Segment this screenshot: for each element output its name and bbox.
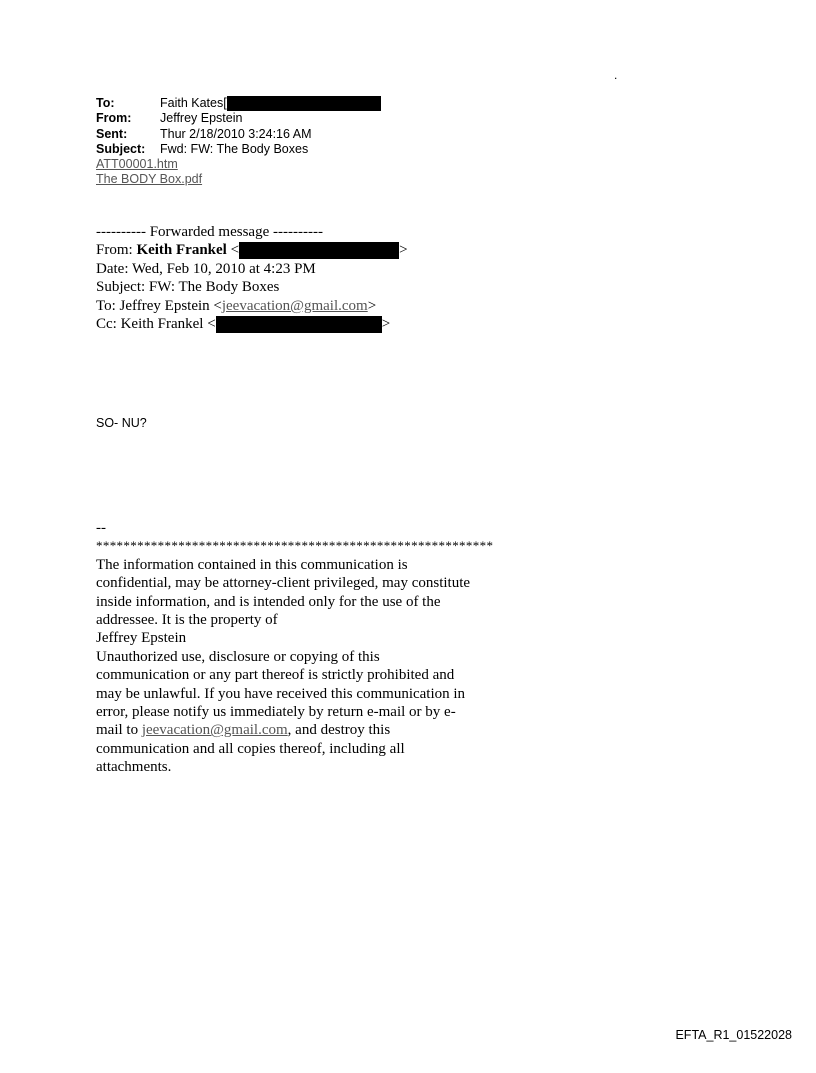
forwarded-from-name: Keith Frankel: [136, 242, 227, 259]
to-label: To:: [96, 96, 115, 110]
subject-row: [96, 142, 381, 157]
forwarded-to-suffix: >: [367, 297, 377, 314]
to-row: [96, 96, 381, 111]
from-label: From:: [96, 111, 132, 126]
attachment-link-htm[interactable]: ATT00001.htm: [96, 157, 178, 172]
sent-row: [96, 127, 381, 142]
to-value: [160, 96, 381, 111]
attachment-link-pdf[interactable]: The BODY Box.pdf: [96, 172, 203, 187]
page-mark: .: [614, 68, 618, 82]
forwarded-divider: ---------- Forwarded message ----------: [96, 224, 323, 240]
email-header: [96, 96, 381, 188]
sent-value: Thur 2/18/2010 3:24:16 AM: [160, 126, 312, 141]
confidentiality-disclaimer: [96, 556, 476, 777]
forwarded-from-row: [96, 241, 408, 259]
redaction-block: [227, 96, 381, 111]
document-id: EFTA_R1_01522028: [675, 1028, 792, 1042]
forwarded-date: Date: Wed, Feb 10, 2010 at 4:23 PM: [96, 260, 316, 277]
sent-label: Sent:: [96, 126, 128, 141]
forwarded-to-email-link[interactable]: jeevacation@gmail.com: [221, 297, 368, 314]
signature-dashes: --: [96, 520, 106, 536]
forwarded-message: [96, 223, 408, 333]
disclaimer-part2-row: [96, 648, 476, 777]
disclaimer-part2: Unauthorized use, disclosure or copying of this communication or any part thereof is strictly prohibited and may be unlawful. If you have received this communication in error, please notify us immediately by return e-mail or by e-mail to: [96, 648, 466, 739]
subject-label: Subject:: [96, 141, 146, 156]
message-body: SO- NU?: [96, 416, 147, 430]
signature-block: [96, 519, 493, 777]
disclaimer-part1: The information contained in this communication is confidential, may be attorney-client privileged, may constitute inside information, and is intended only for the use of the addressee. It is the property of: [96, 556, 471, 629]
disclaimer-email-link[interactable]: jeevacation@gmail.com: [141, 722, 288, 739]
forwarded-to-prefix: To: Jeffrey Epstein <: [96, 297, 222, 314]
from-value: Jeffrey Epstein: [160, 111, 243, 126]
subject-value: Fwd: FW: The Body Boxes: [160, 141, 309, 156]
to-recipient: Faith Kates[: [160, 96, 227, 110]
redaction-block: [239, 242, 399, 259]
forwarded-cc-prefix: Cc: Keith Frankel <: [96, 316, 216, 333]
forwarded-cc-suffix: >: [381, 316, 391, 333]
forwarded-to-row: [96, 297, 408, 315]
forwarded-cc-row: [96, 315, 408, 333]
disclaimer-part3: , and destroy this communication and all copies thereof, including all attachments.: [96, 722, 405, 776]
redaction-block: [216, 316, 382, 333]
forwarded-from-close: >: [399, 242, 408, 259]
forwarded-from-open: <: [226, 242, 240, 259]
forwarded-from-prefix: From:: [96, 242, 137, 259]
disclaimer-owner: Jeffrey Epstein: [96, 630, 187, 647]
forwarded-subject: Subject: FW: The Body Boxes: [96, 279, 280, 296]
from-row: [96, 111, 381, 126]
signature-stars: **********************************************************: [96, 538, 494, 554]
